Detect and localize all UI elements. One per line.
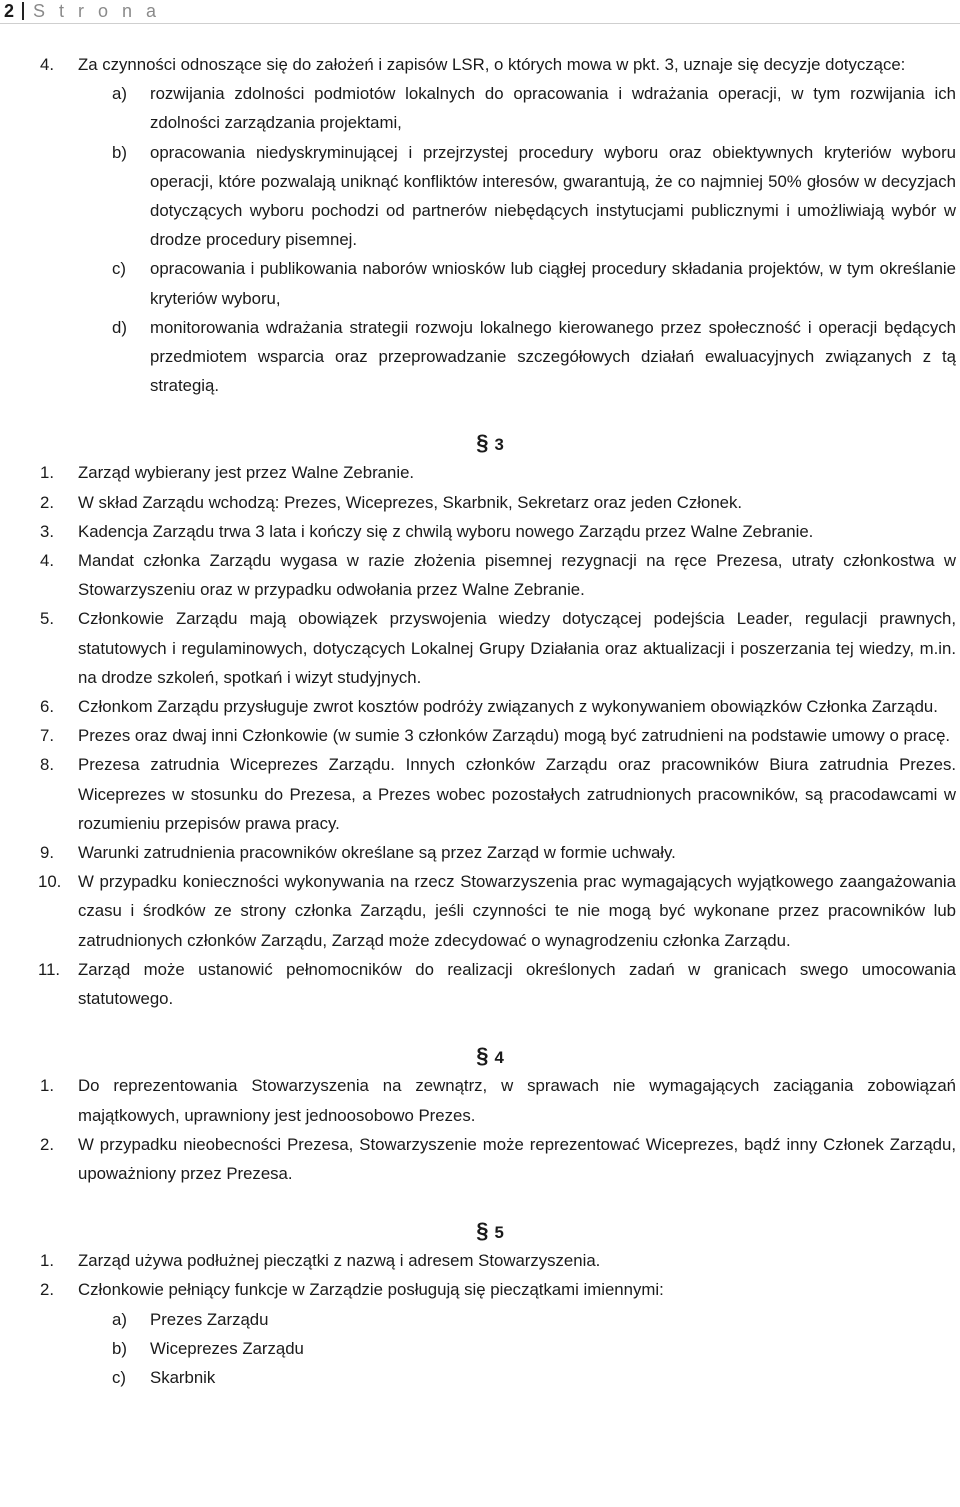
section-number: 3 [494, 435, 504, 455]
header-divider [22, 2, 24, 20]
item-text: Warunki zatrudnienia pracowników określane są przez Zarząd w formie uchwały. [78, 843, 676, 863]
item-text: W skład Zarządu wchodzą: Prezes, Wiceprezes, Skarbnik, Sekretarz oraz jeden Członek. [78, 492, 743, 512]
header-rule [0, 23, 960, 24]
sub-letter: a) [112, 84, 127, 104]
sub-item [0, 254, 960, 312]
item-text: Zarząd wybierany jest przez Walne Zebranie. [78, 463, 415, 483]
item-number: 1. [40, 463, 54, 483]
item-text: Członkom Zarządu przysługuje zwrot kosztów podróży związanych z wykonywaniem obowiązków Członka Zarządu. [78, 697, 938, 717]
item-text: W przypadku konieczności wykonywania na rzecz Stowarzyszenia prac wymagających wyjątkowego zaangażowania czasu i środków ze strony członka Zarządu, jeśli czynności te nie mogą być wykonane przez pracowników lub zatrudnionych członków Zarządu, Zarząd może zdecydować o wynagrodzeniu członka Zarządu. [78, 872, 956, 950]
sub-item [0, 1305, 960, 1334]
item-number: 2. [40, 1134, 54, 1154]
item-number: 6. [40, 697, 54, 717]
item-number: 1. [40, 1076, 54, 1096]
list-item [0, 692, 960, 721]
sub-text: Prezes Zarządu [150, 1309, 269, 1329]
item-text: Członkowie Zarządu mają obowiązek przyswojenia wiedzy dotyczącej podejścia Leader, regulacji prawnych, statutowych i regulaminowych, dotyczących Lokalnej Grupy Działania oraz aktualizacji i poszerzania tej wiedzy, m.in. na drodze szkoleń, spotkań i wizyt studyjnych. [78, 609, 956, 687]
list-item [0, 721, 960, 750]
sub-text: Skarbnik [150, 1367, 216, 1387]
item-text: Prezes oraz dwaj inni Członkowie (w sumie 3 członków Zarządu) mogą być zatrudnieni na podstawie umowy o pracę. [78, 726, 951, 746]
page-label: S t r o n a [33, 1, 161, 21]
item-number: 10. [38, 872, 62, 892]
item-number: 3. [40, 521, 54, 541]
sub-text: opracowania i publikowania naborów wniosków lub ciągłej procedury składania projektów, w tym określanie kryteriów wyboru, [150, 259, 956, 308]
list-item [0, 750, 960, 838]
page-number: 2 [4, 1, 15, 21]
sub-item [0, 79, 960, 137]
sub-item [0, 313, 960, 401]
list-item [0, 546, 960, 604]
list-item [0, 867, 960, 955]
item-text: Kadencja Zarządu trwa 3 lata i kończy się z chwilą wyboru nowego Zarządu przez Walne Zebranie. [78, 521, 814, 541]
list-item [0, 488, 960, 517]
sub-letter: c) [112, 1367, 126, 1387]
sub-text: opracowania niedyskryminującej i przejrzystej procedury wyboru oraz obiektywnych kryteriów wyboru operacji, które pozwalają uniknąć konfliktów interesów, gwarantują, że co najmniej 50% głosów w decyzjach dotyczących wyboru pochodzi od partnerów niebędących instytucjami publicznymi i umożliwiają wybór w drodze procedury pisemnej. [150, 142, 956, 250]
item-text: Za czynności odnoszące się do założeń i zapisów LSR, o których mowa w pkt. 3, uznaje się decyzje dotyczące: [78, 55, 906, 74]
item-number: 2. [40, 1280, 54, 1300]
sub-letter: b) [112, 1338, 127, 1358]
section-heading-4 [0, 1041, 960, 1071]
sub-item [0, 1334, 960, 1363]
list-item [0, 955, 960, 1013]
sub-letter: b) [112, 142, 127, 162]
item-text: Prezesa zatrudnia Wiceprezes Zarządu. Innych członków Zarządu oraz pracowników Biura zatrudnia Prezes. Wiceprezes w stosunku do Prezesa, a Prezes wobec pozostałych zatrudnionych pracowników, są pracodawcami w rozumieniu przepisów prawa pracy. [78, 755, 956, 833]
item-text: W przypadku nieobecności Prezesa, Stowarzyszenie może reprezentować Wiceprezes, bądź inny Członek Zarządu, upoważniony przez Prezesa. [78, 1134, 956, 1183]
item-number: 7. [40, 726, 54, 746]
item-text: Do reprezentowania Stowarzyszenia na zewnątrz, w sprawach nie wymagających zaciągania zobowiązań majątkowych, uprawniony jest jednoosobowo Prezes. [78, 1076, 956, 1125]
item-number: 8. [40, 755, 54, 775]
sub-item [0, 138, 960, 255]
sub-letter: c) [112, 259, 126, 279]
list-item [0, 838, 960, 867]
item-number: 2. [40, 492, 54, 512]
item-number: 4. [40, 55, 54, 74]
sub-text: monitorowania wdrażania strategii rozwoju lokalnego kierowanego przez społeczność i operacji będących przedmiotem wsparcia oraz przeprowadzanie szczegółowych działań ewaluacyjnych związanych z tą strategią. [150, 317, 956, 396]
document-body [0, 50, 960, 1392]
list-item [0, 50, 960, 79]
list-item [0, 458, 960, 487]
item-text: Mandat członka Zarządu wygasa w razie złożenia pisemnej rezygnacji na ręce Prezesa, utraty członkostwa w Stowarzyszeniu oraz w przypadku odwołania przez Walne Zebranie. [78, 551, 956, 600]
section-symbol: § [476, 1218, 489, 1244]
page-header [0, 0, 960, 24]
section-heading-3 [0, 428, 960, 458]
list-item [0, 1275, 960, 1304]
sub-text: Wiceprezes Zarządu [150, 1338, 304, 1358]
list-item [0, 1130, 960, 1188]
sub-text: rozwijania zdolności podmiotów lokalnych do opracowania i wdrażania operacji, w tym rozwijania ich zdolności zarządzania projektami, [150, 84, 956, 133]
item-text: Zarząd używa podłużnej pieczątki z nazwą i adresem Stowarzyszenia. [78, 1251, 601, 1271]
sub-letter: d) [112, 317, 127, 337]
section-heading-5 [0, 1216, 960, 1246]
item-number: 11. [38, 959, 61, 979]
list-item [0, 1246, 960, 1275]
item-number: 4. [40, 551, 54, 571]
section-symbol: § [476, 430, 489, 456]
list-item [0, 1071, 960, 1129]
section-number: 5 [494, 1223, 504, 1243]
section-number: 4 [494, 1048, 504, 1068]
item-text: Zarząd może ustanowić pełnomocników do realizacji określonych zadań w granicach swego umocowania statutowego. [78, 959, 956, 1009]
item-number: 1. [40, 1251, 54, 1271]
item-number: 9. [40, 843, 54, 863]
list-item [0, 517, 960, 546]
item-text: Członkowie pełniący funkcje w Zarządzie posługują się pieczątkami imiennymi: [78, 1280, 664, 1300]
sub-letter: a) [112, 1309, 127, 1329]
item-number: 5. [40, 609, 54, 629]
sub-item [0, 1363, 960, 1392]
list-item [0, 604, 960, 692]
section-symbol: § [476, 1043, 489, 1069]
